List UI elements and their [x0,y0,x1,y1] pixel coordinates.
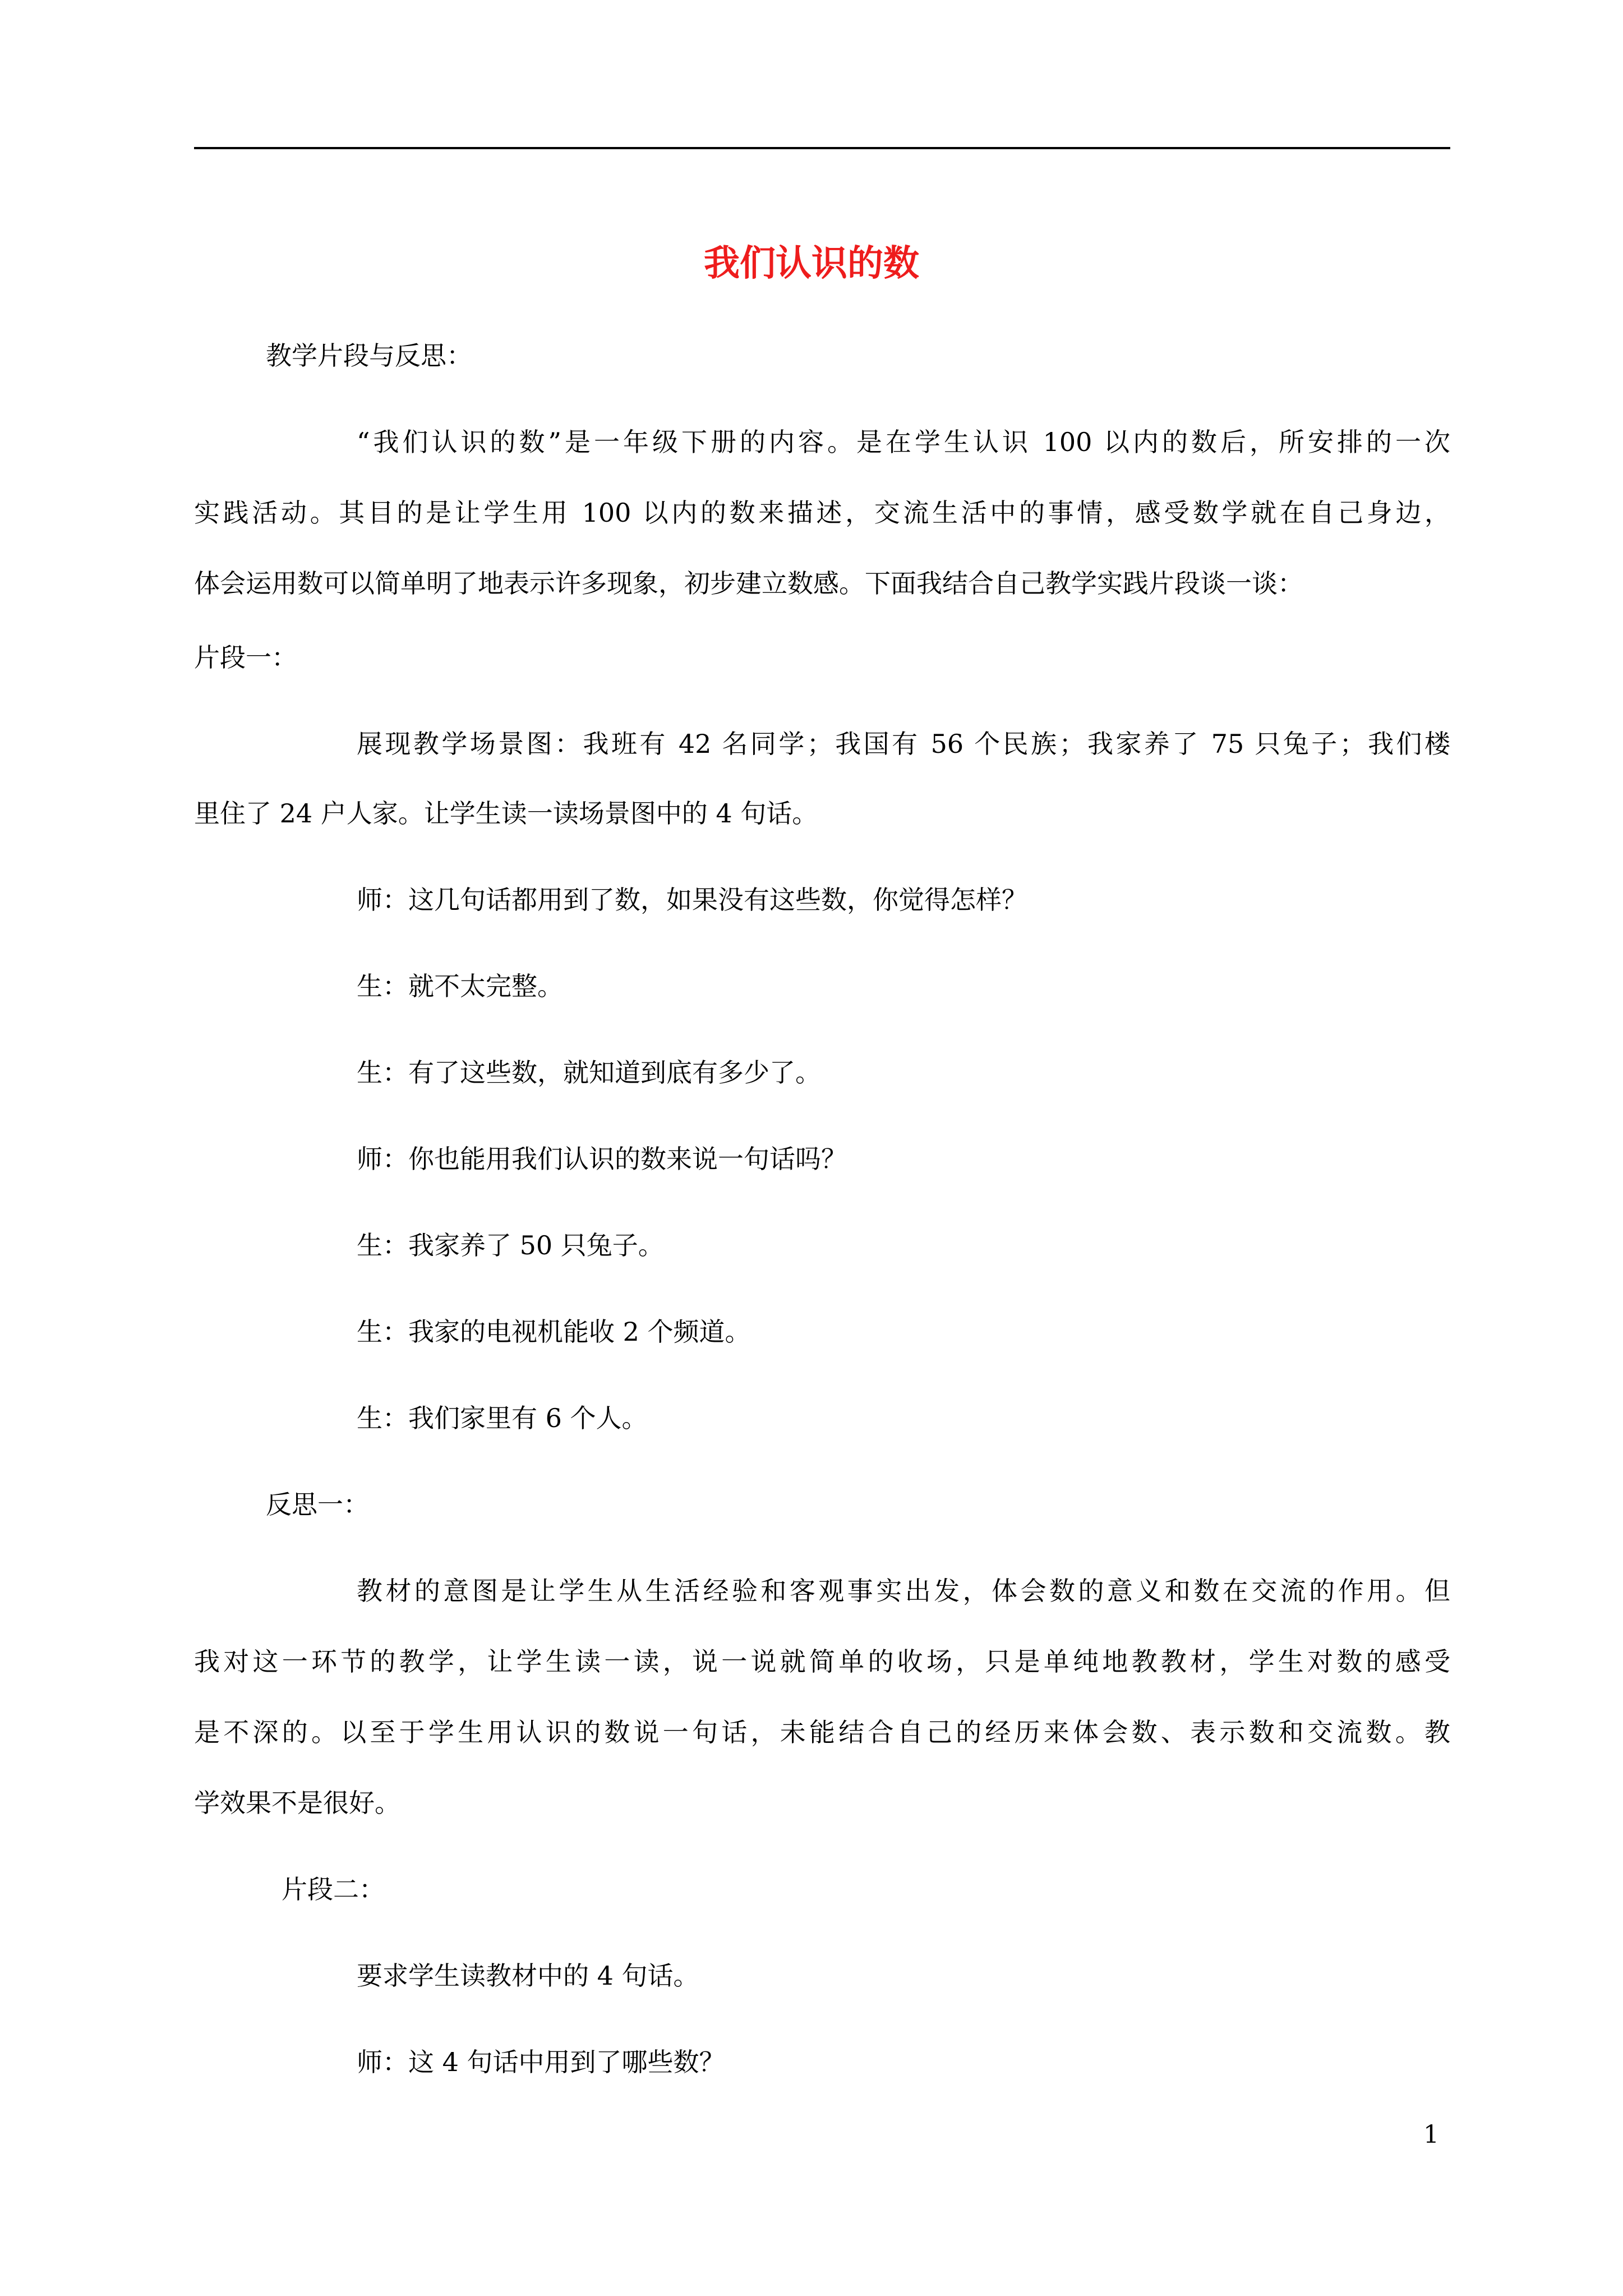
paragraph-line: 展现教学场景图：我班有 42 名同学；我国有 56 个民族；我家养了 75 只兔子；我们楼 [357,729,1450,759]
paragraph-line: 学效果不是很好。 [194,1788,400,1818]
section-heading: 教学片段与反思： [266,341,472,371]
paragraph-line: “我们认识的数”是一年级下册的内容。是在学生认识 100 以内的数后，所安排的一次 [357,427,1450,457]
paragraph-line: 要求学生读教材中的 4 句话。 [357,1961,699,1991]
paragraph-line: 里住了 24 户人家。让学生读一读场景图中的 4 句话。 [194,798,818,829]
section-heading: 片段二： [282,1874,385,1904]
paragraph-line: 体会运用数可以简单明了地表示许多现象，初步建立数感。下面我结合自己教学实践片段谈一谈： [194,568,1303,599]
dialogue-line: 生：有了这些数，就知道到底有多少了。 [357,1057,821,1088]
dialogue-line: 生：就不太完整。 [357,971,563,1001]
paragraph-line: 教材的意图是让学生从生活经验和客观事实出发，体会数的意义和数在交流的作用。但 [357,1576,1450,1606]
dialogue-line: 师：你也能用我们认识的数来说一句话吗？ [357,1144,847,1174]
document-title: 我们认识的数 [704,242,919,284]
header-rule [194,147,1450,149]
paragraph-line: 实践活动。其目的是让学生用 100 以内的数来描述，交流生活中的事情，感受数学就在自己身边， [194,498,1450,528]
paragraph-line: 我对这一环节的教学，让学生读一读，说一说就简单的收场，只是单纯地教教材，学生对数的感受 [194,1646,1450,1677]
dialogue-line: 生：我家养了 50 只兔子。 [357,1230,664,1260]
dialogue-line: 生：我们家里有 6 个人。 [357,1403,648,1433]
dialogue-line: 师：这 4 句话中用到了哪些数？ [357,2047,725,2077]
section-heading: 片段一： [194,642,297,673]
paragraph-line: 是不深的。以至于学生用认识的数说一句话，未能结合自己的经历来体会数、表示数和交流数。教 [194,1717,1450,1747]
dialogue-line: 师：这几句话都用到了数，如果没有这些数，你觉得怎样？ [357,885,1027,915]
dialogue-line: 生：我家的电视机能收 2 个频道。 [357,1317,751,1347]
page-number: 1 [1423,2120,1439,2149]
section-heading: 反思一： [266,1489,369,1520]
